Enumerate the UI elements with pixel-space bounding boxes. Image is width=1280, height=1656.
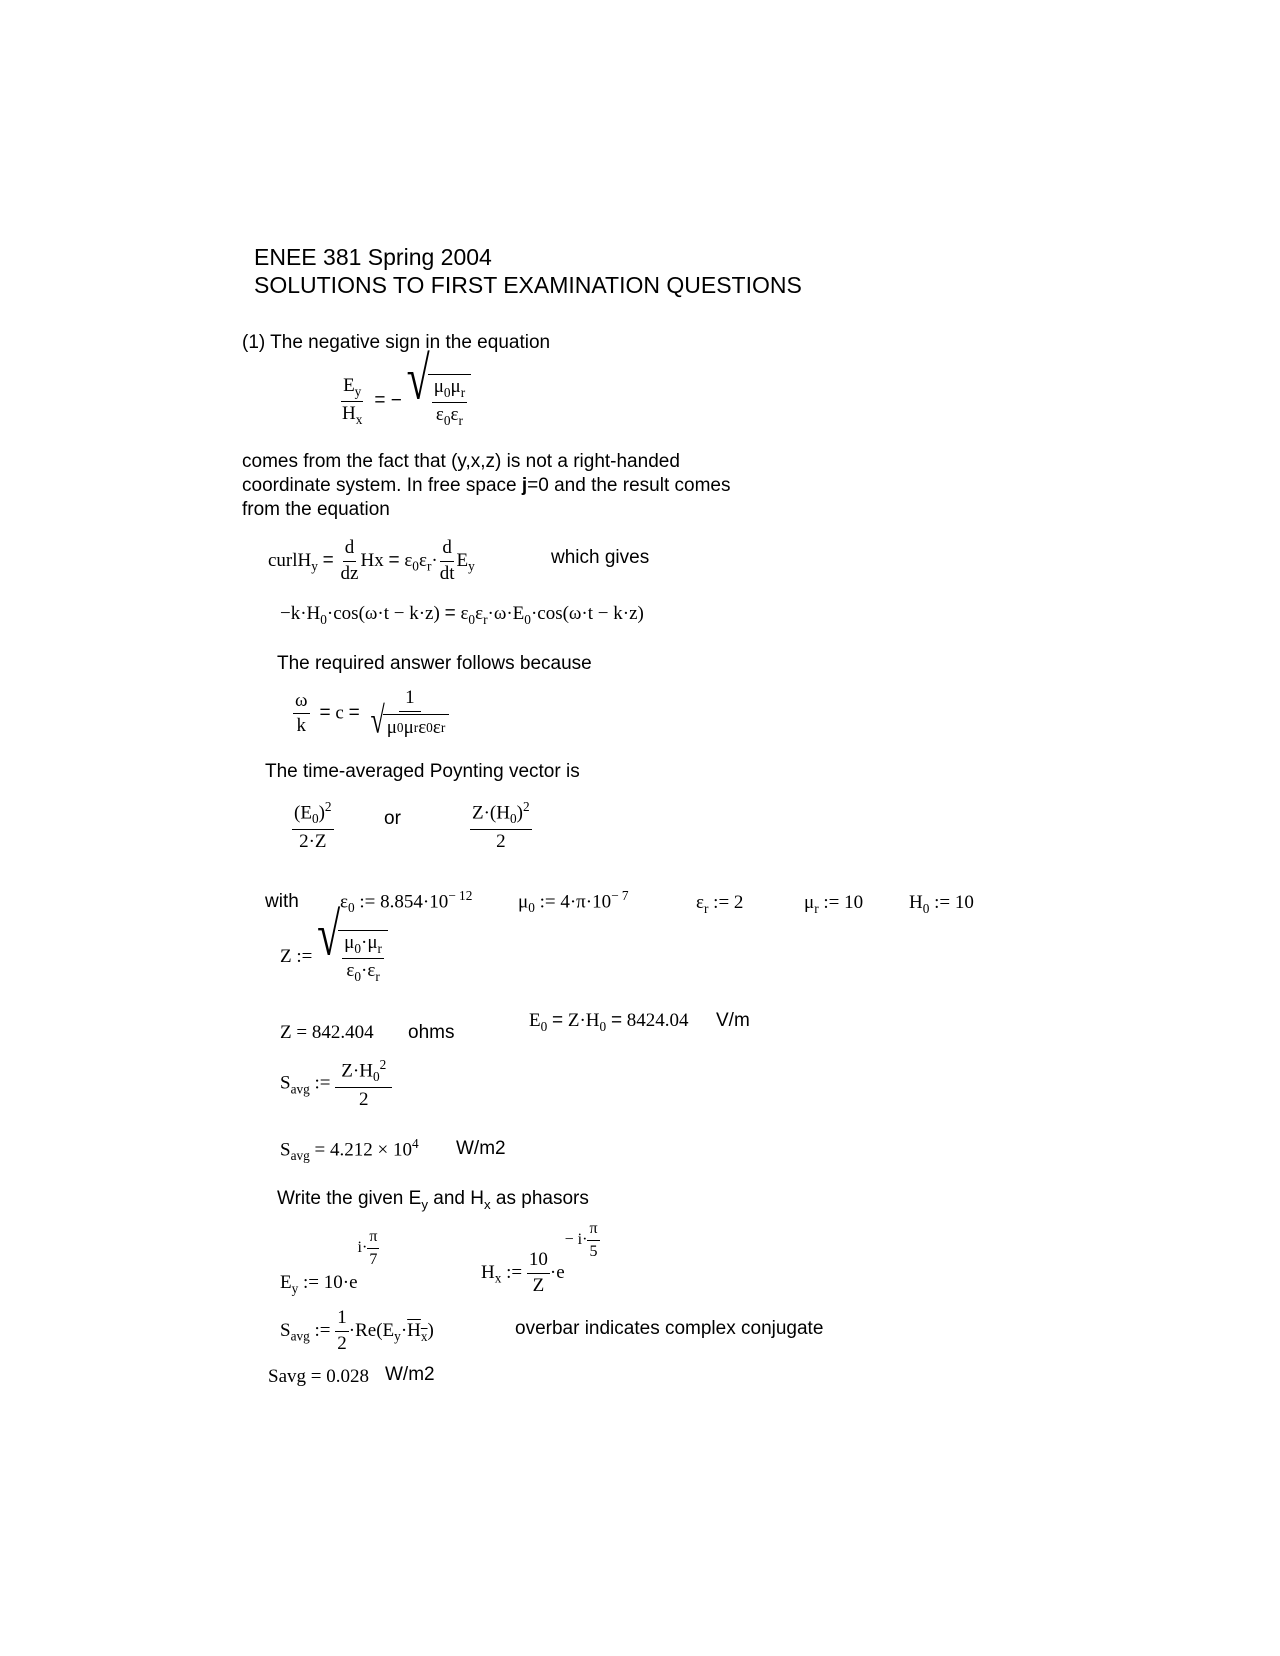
epsilonr-definition: $\varepsilon_r$ := 2 [696, 892, 744, 916]
epsilon0-definition: $\varepsilon_0$ := $8.854\cdot 10^{- 12}$ [340, 888, 473, 916]
follows-text: The required answer follows because [277, 653, 592, 674]
ey-phasor: $E_y$ := 10·ei· $\frac{\pi}{7}$ [280, 1228, 378, 1296]
wm2-unit-a: W/m2 [456, 1138, 506, 1159]
with-label: with [265, 891, 299, 912]
which-gives-label: which gives [551, 547, 650, 568]
h0-definition: $H_0$ := 10 [909, 892, 974, 916]
paragraph-line-3: from the equation [242, 499, 390, 520]
curl-equation: curlH$_y$ = $\frac{d}{dz}$ $Hx = \varepsilon_0\varepsilon_r\cdot$ $\frac{d}{dt}$ $E_y$ [268, 537, 475, 584]
speed-equation: $\frac{\omega}{k}$ = c = 1 √ μ 0 μ r ε 0 ε r [293, 688, 455, 740]
title-line-1: ENEE 381 Spring 2004 [254, 244, 492, 270]
poynting-intro: The time-averaged Poynting vector is [265, 761, 580, 782]
savg-definition: $S_{avg}$ := $\frac{Z\cdot H_0^2}{2}$ [280, 1058, 392, 1111]
vm-unit: V/m [716, 1010, 750, 1031]
hx-phasor: $H_x$ := $\frac{10}{Z}$ ·e− i· $\frac{\pi}{5}$ [481, 1220, 598, 1296]
paragraph-line-2: coordinate system. In free space j=0 and the result comes [242, 475, 731, 496]
paragraph-line-1: comes from the fact that (y,x,z) is not a right-handed [242, 451, 680, 472]
question-intro: (1) The negative sign in the equation [242, 332, 551, 353]
impedance-definition: Z := √ $\frac{\mu_0\cdot\mu_r}{\varepsilon_0\cdot\varepsilon_r}$ [280, 930, 388, 985]
phasor-intro: Write the given $E_y$ and $H_x$ as phasors [277, 1188, 589, 1212]
poynting-formula-h: $\frac{Z\cdot(H_0)^2}{2}$ [472, 799, 530, 852]
wm2-unit-b: W/m2 [385, 1364, 435, 1385]
e0-value: $E_0 = Z\cdot H_0 = 8424.04$ [529, 1010, 689, 1034]
ohms-unit: ohms [408, 1022, 455, 1043]
or-label: or [384, 808, 401, 829]
title-line-2: SOLUTIONS TO FIRST EXAMINATION QUESTIONS [254, 272, 802, 298]
ratio-equation: $\frac{E_y}{H_x}$ = − √ $\frac{\mu_0\mu_r}{\varepsilon_0\varepsilon_r}$ [340, 374, 471, 429]
impedance-value: Z = 842.404 [280, 1022, 374, 1043]
mu0-definition: $\mu_0$ := $4\cdot\pi\cdot 10^{- 7}$ [518, 888, 629, 916]
poynting-formula-e: $\frac{(E_0)^2}{2\cdot Z}$ [294, 799, 332, 852]
savg-complex-definition: $S_{avg}$ := $\frac{1}{2}$ $\cdot Re(E_y\cdot H_x)$ [280, 1307, 434, 1354]
overbar-note: overbar indicates complex conjugate [515, 1318, 824, 1339]
savg-complex-value: Savg = 0.028 [268, 1366, 369, 1387]
mur-definition: $\mu_r$ := 10 [804, 892, 864, 916]
cosine-equation: $-k\cdot H_0\cdot\cos(\omega\cdot t - k\cdot z) = \varepsilon_0\varepsilon_r\cdot\omega\cdot E_0\cdot\cos(\omega\cdot t - k\cdot z)$ [280, 603, 644, 627]
savg-value: $S_{avg} = 4.212 \times 10^4$ [280, 1136, 419, 1164]
